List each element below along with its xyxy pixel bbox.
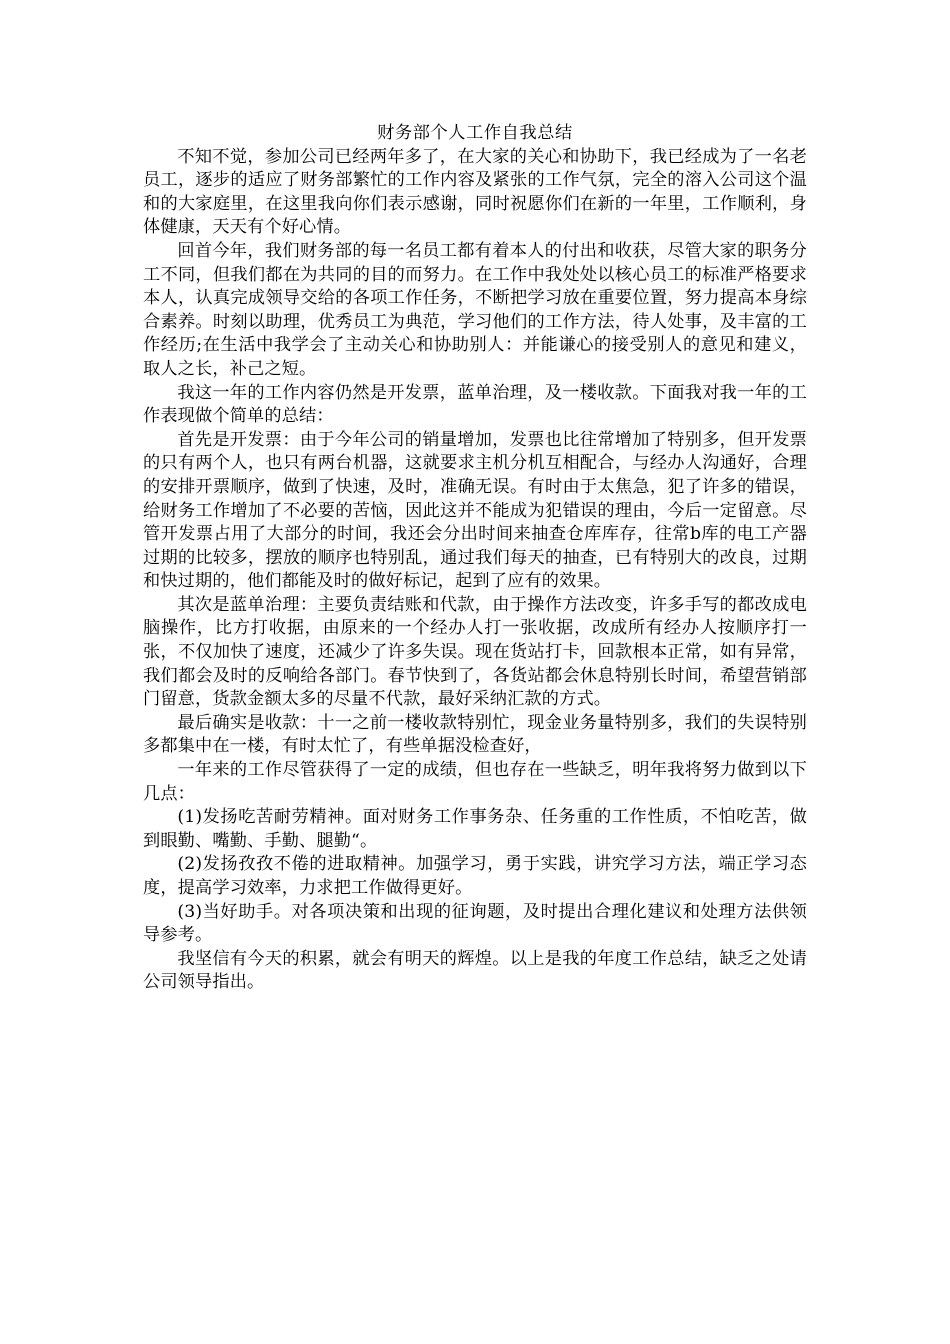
paragraph-plan-intro: 一年来的工作尽管获得了一定的成绩，但也存在一些缺乏，明年我将努力做到以下几点： [143, 760, 807, 804]
paragraph-conclusion: 我坚信有今天的积累，就会有明天的辉煌。以上是我的年度工作总结，缺乏之处请公司领导指出。 [143, 948, 807, 993]
paragraph-work-content: 我这一年的工作内容仍然是开发票，蓝单治理，及一楼收款。下面我对我一年的工作表现做个简单的总结： [143, 382, 807, 427]
paragraph-intro: 不知不觉，参加公司已经两年多了，在大家的关心和协助下，我已经成为了一名老员工，逐步的适应了财务部繁忙的工作内容及紧张的工作气氛，完全的溶入公司这个温和的大家庭里，在这里我向你们表示感谢，同时祝愿你们在新的一年里，工作顺利，身体健康，天天有个好心情。 [143, 146, 807, 238]
paragraph-invoicing: 首先是开发票：由于今年公司的销量增加，发票也比往常增加了特别多，但开发票的只有两个人，也只有两台机器，这就要求主机分机互相配合，与经办人沟通好，合理的安排开票顺序，做到了快速，及时，准确无误。有时由于太焦急，犯了许多的错误，给财务工作增加了不必要的苦恼，因此这并不能成为犯错误的理由，今后一定留意。尽管开发票占用了大部分的时间，我还会分出时间来抽查仓库库存，往常b库的电工产器过期的比较多，摆放的顺序也特别乱，通过我们每天的抽查，已有特别大的改良，过期和快过期的，他们都能及时的做好标记，起到了应有的效果。 [143, 429, 807, 592]
paragraph-blue-slip: 其次是蓝单治理：主要负责结账和代款，由于操作方法改变，许多手写的都改成电脑操作，比方打收据，由原来的一个经办人打一张收据，改成所有经办人按顺序打一张，不仅加快了速度，还减少了许多失误。现在货站打卡，回款根本正常，如有异常，我们都会及时的反响给各部门。春节快到了，各货站都会休息特别长时间，希望营销部门留意，货款金额太多的尽量不代款，最好采纳汇款的方式。 [143, 594, 807, 710]
paragraph-collection: 最后确实是收款：十一之前一楼收款特别忙，现金业务量特别多，我们的失误特别多都集中在一楼，有时太忙了，有些单据没检查好， [143, 712, 807, 757]
paragraph-plan-item-3: (3)当好助手。对各项决策和出现的征询题，及时提出合理化建议和处理方法供领导参考。 [143, 901, 807, 946]
document-body [143, 122, 807, 995]
paragraph-plan-item-2: (2)发扬孜孜不倦的进取精神。加强学习，勇于实践，讲究学习方法，端正学习态度，提高学习效率，力求把工作做得更好。 [143, 854, 807, 898]
paragraph-review: 回首今年，我们财务部的每一名员工都有着本人的付出和收获，尽管大家的职务分工不同，但我们都在为共同的目的而努力。在工作中我处处以核心员工的标准严格要求本人，认真完成领导交给的各项工作任务，不断把学习放在重要位置，努力提高本身综合素养。时刻以助理，优秀员工为典范，学习他们的工作方法，待人处事，及丰富的工作经历;在生活中我学会了主动关心和协助别人：并能谦心的接受别人的意见和建义，取人之长，补己之短。 [143, 240, 807, 379]
document-title: 财务部个人工作自我总结 [377, 123, 573, 143]
paragraph-plan-item-1: (1)发扬吃苦耐劳精神。面对财务工作事务杂、任务重的工作性质，不怕吃苦，做到眼勤、嘴勤、手勤、腿勤“。 [143, 807, 807, 851]
